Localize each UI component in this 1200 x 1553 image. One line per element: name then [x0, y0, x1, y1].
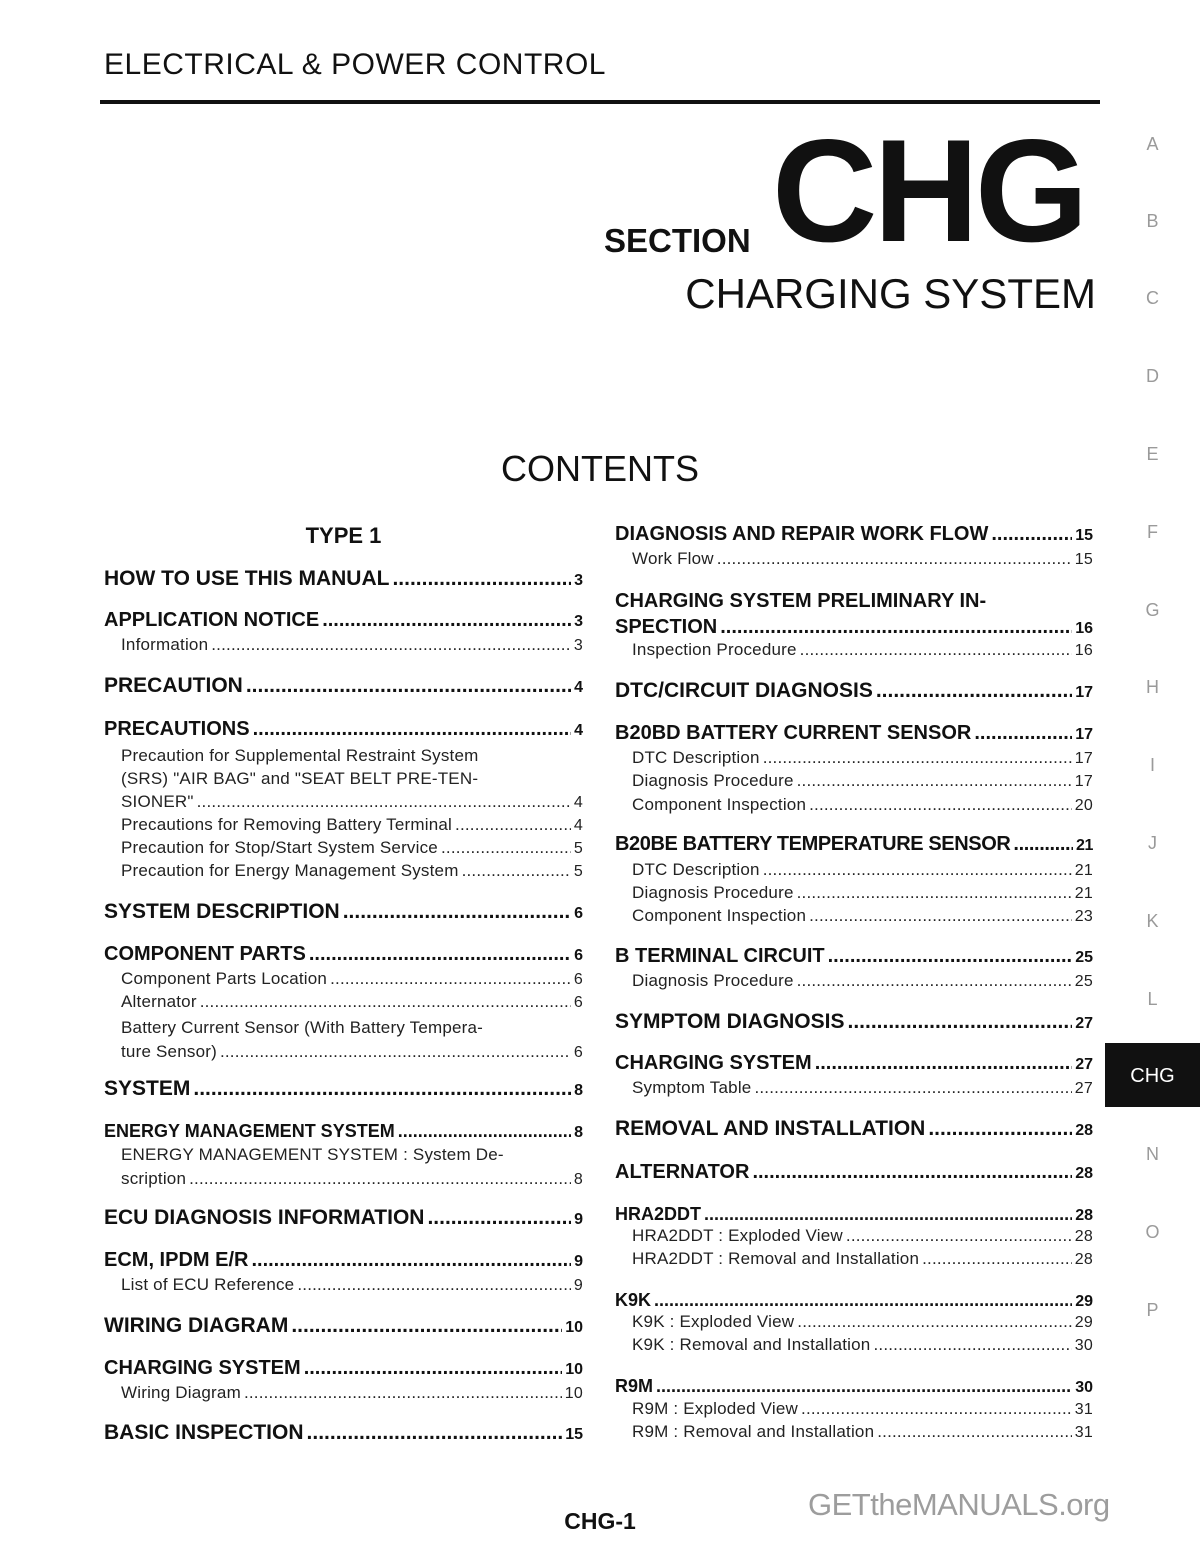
- tab-chg-label: CHG: [1130, 1065, 1175, 1087]
- toc-entry[interactable]: Symptom Table ..... 27: [615, 1078, 1093, 1098]
- toc-entry[interactable]: Precautions for Removing Battery Terminal ..... 4: [104, 815, 583, 835]
- tab-c[interactable]: C: [1146, 288, 1159, 308]
- toc-entry[interactable]: R9M : Removal and Installation ..... 31: [615, 1422, 1093, 1442]
- toc-entry[interactable]: CHARGING SYSTEM ..... 10: [104, 1357, 583, 1380]
- toc-entry[interactable]: DIAGNOSIS AND REPAIR WORK FLOW ..... 15: [615, 523, 1093, 546]
- toc-entry[interactable]: PRECAUTIONS ..... 4: [104, 718, 583, 741]
- toc-entry[interactable]: SYSTEM DESCRIPTION ..... 6: [104, 900, 583, 924]
- toc-entry[interactable]: ECM, IPDM E/R ..... 9: [104, 1249, 583, 1272]
- toc-entry[interactable]: Precaution for Energy Management System ..... 5: [104, 861, 583, 881]
- section-code: CHG: [772, 109, 1085, 272]
- tab-h[interactable]: H: [1146, 677, 1159, 697]
- toc-entry[interactable]: Alternator ..... 6: [104, 992, 583, 1012]
- toc-entry[interactable]: DTC/CIRCUIT DIAGNOSIS ..... 17: [615, 679, 1093, 703]
- toc-entry[interactable]: SYSTEM ..... 8: [104, 1077, 583, 1101]
- section-title: CHARGING SYSTEM: [685, 270, 1096, 317]
- tab-k[interactable]: K: [1146, 911, 1159, 931]
- toc-entry[interactable]: CHARGING SYSTEM PRELIMINARY IN- SPECTION ..... 16: [615, 588, 1093, 642]
- type-label: TYPE 1: [305, 523, 382, 548]
- toc-entry[interactable]: List of ECU Reference ..... 9: [104, 1275, 583, 1295]
- toc-entry[interactable]: B20BE BATTERY TEMPERATURE SENSOR ..... 21: [615, 833, 1093, 856]
- tab-a[interactable]: A: [1146, 134, 1159, 154]
- toc-entry[interactable]: HRA2DDT ..... 28: [615, 1204, 1093, 1225]
- toc-entry[interactable]: R9M : Exploded View ..... 31: [615, 1399, 1093, 1419]
- toc-entry[interactable]: HOW TO USE THIS MANUAL ..... 3: [104, 567, 583, 591]
- toc-entry[interactable]: Diagnosis Procedure ..... 21: [615, 883, 1093, 903]
- toc-entry[interactable]: K9K : Removal and Installation ..... 30: [615, 1335, 1093, 1355]
- watermark: GETtheMANUALS.org: [808, 1487, 1110, 1522]
- toc-entry[interactable]: APPLICATION NOTICE ..... 3: [104, 609, 583, 632]
- tab-p[interactable]: P: [1146, 1300, 1159, 1320]
- section-index-tabs: [1105, 0, 1200, 1553]
- toc-entry[interactable]: Diagnosis Procedure ..... 17: [615, 771, 1093, 791]
- header-category: ELECTRICAL & POWER CONTROL: [104, 48, 606, 81]
- toc-entry[interactable]: PRECAUTION ..... 4: [104, 674, 583, 698]
- toc-entry[interactable]: Precaution for Supplemental Restraint System (SRS) "AIR BAG" and "SEAT BELT PRE-TEN- SIONER" ..... 4: [104, 744, 583, 814]
- tab-f[interactable]: F: [1147, 522, 1158, 542]
- toc-entry[interactable]: Inspection Procedure ..... 16: [615, 640, 1093, 660]
- tab-j[interactable]: J: [1148, 833, 1157, 853]
- toc-entry[interactable]: ECU DIAGNOSIS INFORMATION ..... 9: [104, 1206, 583, 1230]
- header-rule: [100, 100, 1100, 104]
- tab-l[interactable]: L: [1147, 989, 1158, 1009]
- toc-entry[interactable]: ALTERNATOR ..... 28: [615, 1161, 1093, 1184]
- tab-g[interactable]: G: [1145, 600, 1160, 620]
- toc-entry[interactable]: ENERGY MANAGEMENT SYSTEM : System De- scription ..... 8: [104, 1143, 583, 1192]
- tab-d[interactable]: D: [1146, 366, 1159, 386]
- toc-entry[interactable]: Component Inspection ..... 23: [615, 906, 1093, 926]
- toc-entry[interactable]: ENERGY MANAGEMENT SYSTEM ..... 8: [104, 1121, 583, 1142]
- toc-entry[interactable]: Component Inspection ..... 20: [615, 795, 1093, 815]
- toc-entry[interactable]: Precaution for Stop/Start System Service ..... 5: [104, 838, 583, 858]
- toc-entry[interactable]: Diagnosis Procedure ..... 25: [615, 971, 1093, 991]
- toc-entry[interactable]: R9M ..... 30: [615, 1376, 1093, 1397]
- tab-n[interactable]: N: [1146, 1144, 1159, 1164]
- toc-entry[interactable]: HRA2DDT : Exploded View ..... 28: [615, 1226, 1093, 1246]
- toc-entry[interactable]: Work Flow ..... 15: [615, 549, 1093, 569]
- tab-i[interactable]: I: [1149, 755, 1155, 775]
- contents-heading: CONTENTS: [501, 448, 699, 489]
- page-number: CHG-1: [564, 1508, 636, 1534]
- toc-entry[interactable]: DTC Description ..... 17: [615, 748, 1093, 768]
- toc-entry[interactable]: Component Parts Location ..... 6: [104, 969, 583, 989]
- toc-entry[interactable]: Battery Current Sensor (With Battery Tempera- ture Sensor) ..... 6: [104, 1016, 583, 1065]
- toc-entry[interactable]: Information ..... 3: [104, 635, 583, 655]
- toc-entry[interactable]: SYMPTOM DIAGNOSIS ..... 27: [615, 1010, 1093, 1034]
- toc-entry[interactable]: BASIC INSPECTION ..... 15: [104, 1421, 583, 1445]
- toc-entry[interactable]: K9K ..... 29: [615, 1290, 1093, 1311]
- toc-entry[interactable]: HRA2DDT : Removal and Installation ..... 28: [615, 1249, 1093, 1269]
- toc-entry[interactable]: B20BD BATTERY CURRENT SENSOR ..... 17: [615, 722, 1093, 745]
- section-word: SECTION: [604, 222, 751, 259]
- toc-entry[interactable]: K9K : Exploded View ..... 29: [615, 1312, 1093, 1332]
- toc-entry[interactable]: DTC Description ..... 21: [615, 860, 1093, 880]
- toc-entry[interactable]: WIRING DIAGRAM ..... 10: [104, 1314, 583, 1338]
- tab-e[interactable]: E: [1146, 444, 1159, 464]
- toc-entry[interactable]: Wiring Diagram ..... 10: [104, 1383, 583, 1403]
- toc-entry[interactable]: REMOVAL AND INSTALLATION ..... 28: [615, 1117, 1093, 1141]
- tab-b[interactable]: B: [1146, 211, 1159, 231]
- tab-chg-active[interactable]: [1105, 1043, 1200, 1107]
- toc-entry[interactable]: CHARGING SYSTEM ..... 27: [615, 1052, 1093, 1075]
- toc-entry[interactable]: B TERMINAL CIRCUIT ..... 25: [615, 945, 1093, 968]
- tab-o[interactable]: O: [1145, 1222, 1160, 1242]
- toc-entry[interactable]: COMPONENT PARTS ..... 6: [104, 943, 583, 966]
